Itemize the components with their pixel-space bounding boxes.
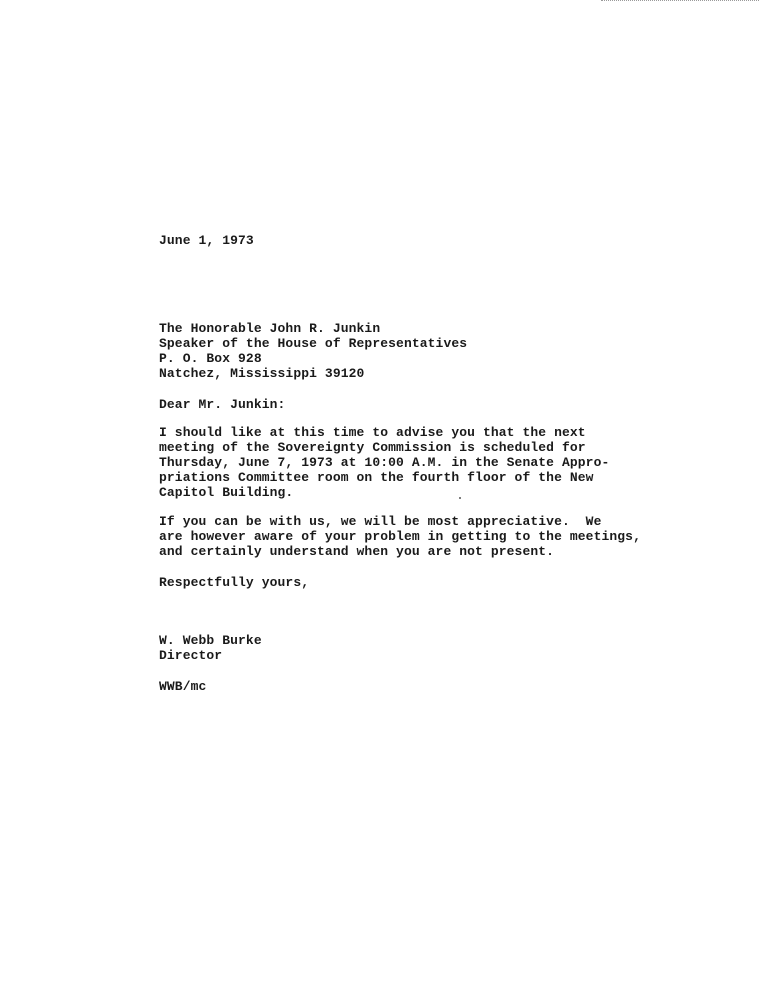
- recipient-po-box: P. O. Box 928: [159, 351, 262, 366]
- top-edge-dotted-rule: [601, 0, 759, 1]
- paragraph-line: Capitol Building.: [159, 485, 294, 500]
- paragraph-line: I should like at this time to advise you that the next: [159, 425, 586, 440]
- reference-initials: WWB/mc: [159, 679, 207, 694]
- complimentary-closing: Respectfully yours,: [159, 575, 310, 590]
- recipient-title: Speaker of the House of Representatives: [159, 336, 468, 351]
- signer-name: W. Webb Burke: [159, 633, 262, 648]
- letter-date: June 1, 1973: [159, 233, 254, 248]
- paragraph-line: Thursday, June 7, 1973 at 10:00 A.M. in the Senate Appro-: [159, 455, 610, 470]
- paragraph-line: meeting of the Sovereignty Commission is scheduled for: [159, 440, 586, 455]
- paragraph-line: priations Committee room on the fourth floor of the New: [159, 470, 594, 485]
- salutation: Dear Mr. Junkin:: [159, 397, 286, 412]
- paper-speck: [459, 497, 461, 499]
- paragraph-line: If you can be with us, we will be most appreciative. We: [159, 514, 602, 529]
- recipient-name: The Honorable John R. Junkin: [159, 321, 381, 336]
- recipient-city: Natchez, Mississippi 39120: [159, 366, 365, 381]
- paragraph-line: are however aware of your problem in getting to the meetings,: [159, 529, 641, 544]
- paragraph-line: and certainly understand when you are not present.: [159, 544, 555, 559]
- signer-title: Director: [159, 648, 223, 663]
